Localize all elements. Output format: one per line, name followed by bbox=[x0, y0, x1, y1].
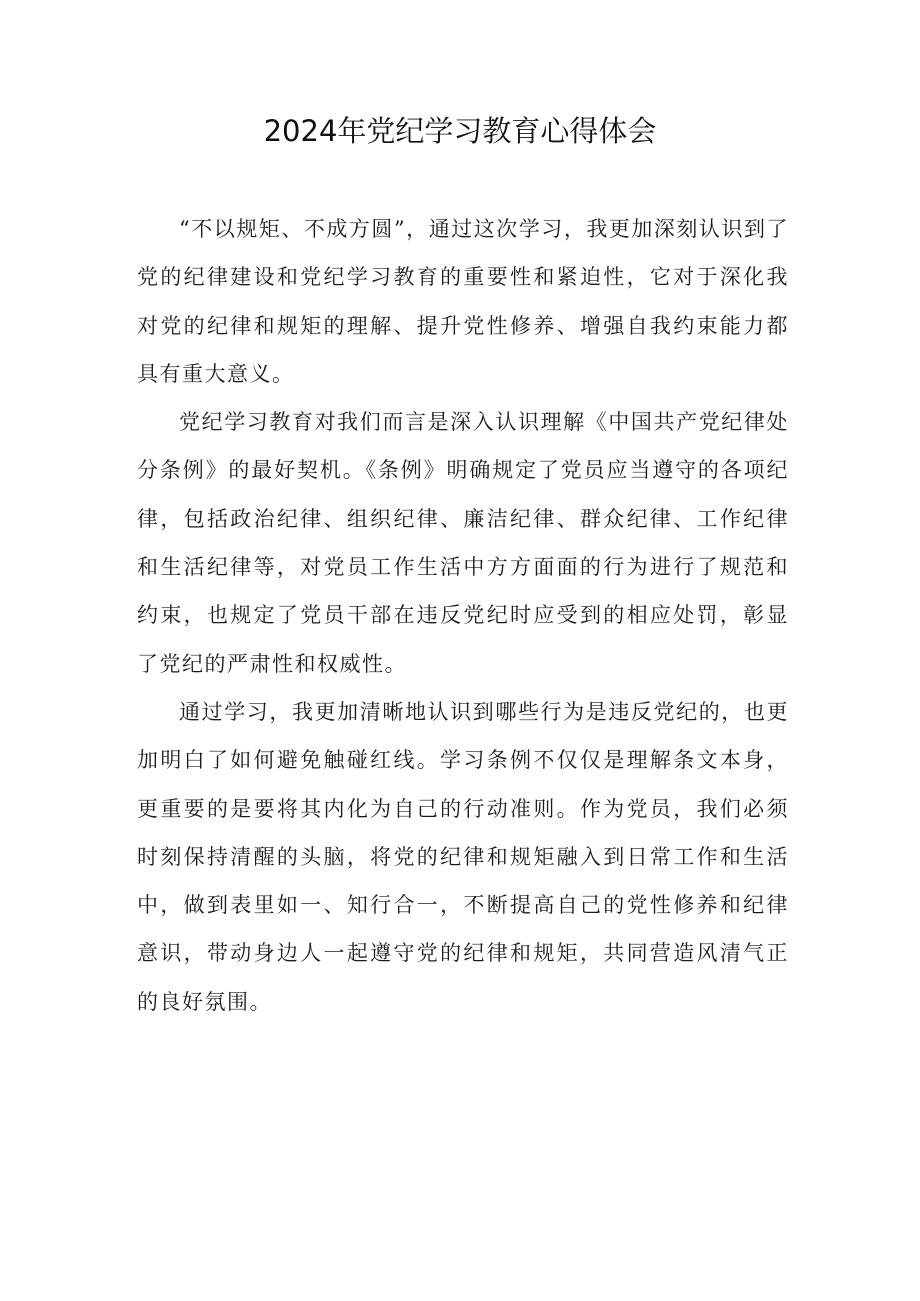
document-title: 2024年党纪学习教育心得体会 bbox=[263, 114, 657, 148]
paragraph-2: 党纪学习教育对我们而言是深入认识理解《中国共产党纪律处分条例》的最好契机。《条例》明确规定了党员应当遵守的各项纪律，包括政治纪律、组织纪律、廉洁纪律、群众纪律、工作纪律和生活纪律等，对党员工作生活中方方面面的行为进行了规范和约束，也规定了党员干部在违反党纪时应受到的相应处罚，彰显了党纪的严肃性和权威性。 bbox=[137, 410, 789, 676]
paragraph-1: “不以规矩、不成方圆”，通过这次学习，我更加深刻认识到了党的纪律建设和党纪学习教育的重要性和紧迫性，它对于深化我对党的纪律和规矩的理解、提升党性修养、增强自我约束能力都具有重大意义。 bbox=[137, 217, 789, 386]
paragraph-3: 通过学习，我更加清晰地认识到哪些行为是违反党纪的，也更加明白了如何避免触碰红线。学习条例不仅仅是理解条文本身，更重要的是要将其内化为自己的行动准则。作为党员，我们必须时刻保持清醒的头脑，将党的纪律和规矩融入到日常工作和生活中，做到表里如一、知行合一，不断提高自己的党性修养和纪律意识，带动身边人一起遵守党的纪律和规矩，共同营造风清气正的良好氛围。 bbox=[137, 699, 789, 1014]
document-body bbox=[137, 205, 789, 1026]
